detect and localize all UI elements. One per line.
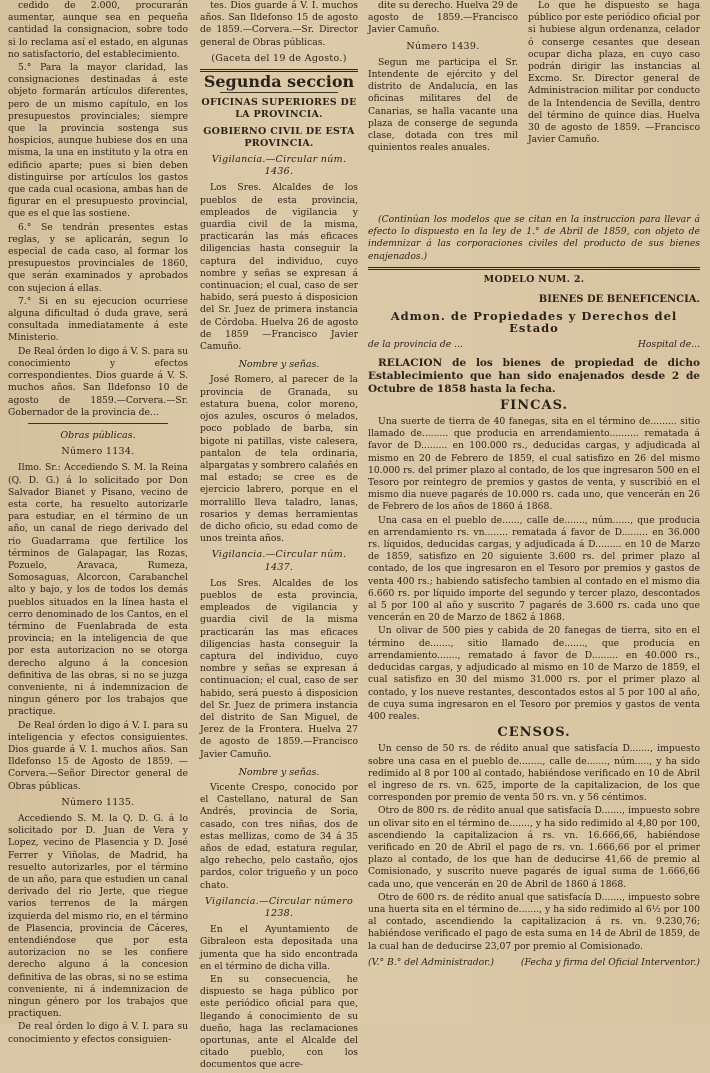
models-section — [368, 214, 700, 969]
number-heading: Número 1134. — [61, 446, 135, 458]
column-1 — [8, 0, 188, 1047]
relation-title: RELACION de los bienes de propiedad de dicho Establecimiento que han sido enajenados desde 2 de Octubre de 1858 hasta la fecha. — [368, 356, 700, 395]
circular-heading: Vigilancia.—Circular núm. 1437. — [211, 549, 347, 573]
paragraph: Segun me participa el Sr. Intendente de ejército y del distrito de Andalucía, en las oficinas militares del de Canarias, se halla vacante una plaza de conserge de segunda clase, dotada con tres mil quinientos reales anuales. — [368, 56, 518, 154]
paragraph: En su consecuencia, he dispuesto se haga público por este periódico oficial para que, llegando á conocimiento de su dueño, haga las reclamaciones oportunas, ante el Alcalde del citado pueblo, con los documentos que acre- — [200, 974, 358, 1071]
column-4 — [528, 0, 700, 147]
fincas-heading: FINCAS. — [499, 397, 569, 413]
signature-row — [368, 957, 700, 969]
offices-heading: OFICINAS SUPERIORES DE LA PROVINCIA. — [201, 97, 357, 121]
column-2 — [200, 0, 358, 1073]
model-number: MODELO NUM. 2. — [483, 273, 585, 285]
paragraph: De real órden lo digo á V. I. para su conocimiento y efectos consiguien- — [8, 1021, 188, 1045]
paragraph: Los Sres. Alcaldes de los pueblos de esta provincia, empleados de vigilancia y guardia civil de la misma practicarán las mas eficaces diligencias hasta conseguir la captura del individuo, cuyo nombre y señas se expresan á continuacion; el cual, caso de ser habido, será puesto á disposicion del Sr. Juez de primera instancia del distrito de San Miguel, de Jerez de la Frontera. Huelva 27 de agosto de 1859.—Francisco Javier Camuño. — [200, 577, 358, 760]
column-3 — [368, 0, 518, 155]
subheading: Nombre y señas. — [238, 359, 320, 371]
models-note: (Continúan los modelos que se citan en la instruccion para llevar á efecto lo dispuesto en la ley de 1.° de Abril de 1859, con objeto de indemnizar á las corporaciones civiles del producto de sus bienes enajenados.) — [368, 214, 700, 262]
finca-item: Una casa en el pueblo de......, calle de......., núm......, que producia en arrendamiento rs. vn........ rematada á favor de D......... en 36.000 rs. líquidos, deducidas cargas, y adjudicada á D......... en 10 de Marzo de 1859, satisfizo en 20 siguiente 3.600 rs. del primer plazo al contado, de los que ingresaron en el Tesoro por premios y gastos de venta 400 rs.; habiendo satisfecho tambien al contado en el mismo dia 6.660 rs. por líquido importe del segundo y tercer plazo, descontados al 5 por 100 al año y suscrito 7 pagarés de 3.600 rs. cada uno que vencerán en 20 de Marzo de 1862 á 1868. — [368, 514, 700, 624]
paragraph: Los Sres. Alcaldes de los pueblos de esta provincia, empleados de vigilancia y guardia civil de la misma, practicarán las más eficaces diligencias hasta conseguir la captura del individuo, cuyo nombre y señas se expresan á continuacion; el cual, caso de ser habido, será puesto á disposicion del Sr. Juez de primera instancia de Córdoba. Huelva 26 de agosto de 1859 —Francisco Javier Camuño. — [200, 182, 358, 353]
paragraph: Lo que he dispuesto se haga público por este periódico oficial por si hubiese algun ordenanza, celador ó conserge cesantes que desean ocupar dicha plaza, en cuyo caso podrán dirigir las instancias al Excmo. Sr. Director general de Administracion militar por conducto de la Intendencia de Sevilla, dentro del término de quince dias. Huelva 30 de agosto de 1859. —Francisco Javier Camuño. — [528, 0, 700, 146]
paragraph: En el Ayuntamiento de Gibraleon esta depositada una jumenta que ha sido encontrada en el término de dicha villa. — [200, 924, 358, 972]
paragraph: José Romero, al parecer de la provincia de Granada, su estatura buena, color moreno, ojos azules, oscuros ó melados, poco poblado de barba, sin bigote ni patillas, viste calesera, pantalon de tela ordinaria, alpargatas y sombrero calañés en mal estado; se cree es de ejercicio labrero, porque en el morralillo lleva taladro, lanas, rosarios y demas herramientas de dicho oficio, su edad como de unos treinta años. — [200, 374, 358, 545]
interventor-signature: (Fecha y firma del Oficial Interventor.) — [520, 956, 700, 968]
government-heading: GOBIERNO CIVIL DE ESTA PROVINCIA. — [203, 125, 355, 149]
paragraph: Ilmo. Sr.: Accediendo S. M. la Reina (Q. D. G.) á lo solicitado por Don Salvador Bianet y Pisano, vecino de esta corte, ha resuelto autorizarle para estudiar, en el término de un año, un canal de riego derivado del rio Guadarrama que fertilice los términos de Galapagar, las Rozas, Pozuelo, Aravaca, Rumeza, Somosaguas, Alcorcon, Carabanchel alto y bajo, y los de todos los demás pueblos situados en la línea hasta el cerro denominado de los Cantos, en el término de Fuenlabrada de esta provincia; en la inteligencia de que por esta autorizacion no se otorga derecho alguno á la concesion definitiva de las obras, si no se juzga conveniente, ni á indemnizacion de ningun género por los trabajos que practique. — [8, 462, 188, 718]
province-label: de la provincia de ... — [368, 338, 463, 350]
censos-heading: CENSOS. — [497, 725, 571, 741]
administration-heading: Admon. de Propiedades y Derechos del Estado — [390, 309, 678, 336]
paragraph: 6.° Se tendrán presentes estas reglas, y se aplicarán, segun lo especial de cada caso, al formar los presupuestos provinciales de 1860, que serán examinados y aprobados con sujecion á ellas. — [8, 221, 188, 294]
section-title: Segunda seccion — [203, 72, 355, 92]
paragraph: De Real órden lo digo á V. S. para su conocimiento y efectos correspondientes. Dios guarde á V. S. muchos años. San Ildefonso 10 de agosto de 1859.—Corvera.—Sr. Gobernador de la provincia de... — [8, 345, 188, 418]
paragraph: Accediendo S. M. la Q. D. G. á lo solicitado por D. Juan de Vera y Lopez, vecino de Plasencia y D. José Ferrer y Viñolas, de Madrid, ha resuelto autorizarles, por el término de un año, para que estudien un canal derivado del rio Jerte, que riegue varios terrenos de la márgen izquierda del mismo rio, en el término de Plasencia, provincia de Cáceres, entendiéndose que por esta autorizacion no se les confiere derecho alguno á la concesion definitiva de las obras, si no se estima conveniente, ni á indemnizacion de ningun género por los trabajos que practiquen. — [8, 813, 188, 1020]
hospital-label: Hospital de... — [637, 338, 700, 350]
circular-heading: Vigilancia.—Circular núm. 1436. — [211, 154, 347, 178]
beneficence-heading: BIENES DE BENEFICENCIA. — [538, 294, 700, 306]
paragraph: dite su derecho. Huelva 29 de agosto de 1859.—Francisco Javier Camuño. — [368, 0, 518, 36]
administrator-approval: (V.° B.° del Administrador.) — [368, 956, 495, 968]
paragraph: cedido de 2.000, procurarán aumentar, aunque sea en pequeña cantidad la consignacion, sobre todo si lo reclama así el estado, en algunas no satisfactorio, del establecimiento. — [8, 0, 188, 60]
section-heading: Obras públicas. — [60, 429, 136, 441]
finca-item: Un olivar de 500 pies y cabida de 20 fanegas de tierra, sito en el término de......., sitio llamado de......., que producia en arrendamiento......., rematado á favor de D......... en 40.000 rs., deducidas cargas, y adjudicado al mismo en 10 de Marzo de 1859, el cual satisfizo en 30 del mismo 31.000 rs. por el primer plazo al contado, y los nueve restantes, descontados estos al 5 por 100 al año, de cuya suma ingresaron en el Tesoro por premios y gastos de venta 400 reales. — [368, 625, 700, 722]
gaceta-reference: (Gaceta del 19 de Agosto.) — [211, 52, 347, 64]
censo-item: Un censo de 50 rs. de rédito anual que satisfacía D......., impuesto sobre una casa en el pueblo de........, calle de......., núm....., y ha sido redimido al 8 por 100 al contado, habiéndose verificado en 10 de Abril el ingreso de rs. vn. 625, importe de la capitalizacion, de los que corresponden por premio de venta 50 rs. vn. y 56 céntimos. — [368, 743, 700, 804]
circular-heading: Vigilancia.—Circular número 1238. — [205, 895, 353, 920]
paragraph: Vicente Crespo, conocido por el Castellano, natural de San Andrés, provincia de Soria, casado, con tres niñas, dos de estas mellizas, como de 34 á 35 años de edad, estatura regular, algo rehecho, pelo castaño, ojos pardos, color trigueño y un poco chato. — [200, 781, 358, 891]
divider — [28, 423, 168, 424]
paragraph: 7.° Si en su ejecucion ocurriese alguna dificultad ó duda grave, será consultada inmediatamente á este Ministerio. — [8, 295, 188, 344]
censo-item: Otro de 600 rs. de rédito anual que satisfacía D......., impuesto sobre una huerta sita en el término de......., y ha sido redimido al 6½ por 100 al contado, ascendiendo la capitalizacion á rs. vn. 9.230,76; habiéndose verificado el pago de esta suma en 14 de Abril de 1859, de la cual han de deducirse 23,07 por premio al Comisionado. — [368, 891, 700, 952]
finca-item: Una suerte de tierra de 40 fanegas, sita en el término de......... sitio llamado de......... que producia en arrendamiento.......... rematada á favor de D......... en 100.000 rs., deducidas cargas, y adjudicada al mismo en 20 de Febrero de 1859, el cual satisfizo en 26 del mismo 10.000 rs. del primer plazo al contado, de los que ingresaron 500 en el Tesoro por reintegro de premios y gastos de venta, y suscribió en el mismo dia nueve pagarés de 10.000 rs. cada uno, que vencerán en 26 de Febrero de los años de 1860 á 1868. — [368, 416, 700, 513]
divider — [220, 92, 338, 93]
paragraph: De Real órden lo digo á V. I. para su inteligencia y efectos consiguientes. Dios guarde á V. I. muchos años. San Ildefonso 15 de Agosto de 1859. —Corvera.—Señor Director general de Obras públicas. — [8, 719, 188, 792]
censo-item: Otro de 800 rs. de rédito anual que satisfacía D......., impuesto sobre un olivar sito en el término de......., y ha sido redimido al 4,80 por 100, ascendiendo la capitalizacion á rs. vn. 16.666,66, habiéndose verificado en 20 de Abril el pago de rs. vn. 1.666,66 por el primer plazo al contado, de los que han de deducirse 41,66 de premio al Comisionado, y suscrito nueve pagarés de igual suma de 1.666,66 cada uno, que vencerán en 20 de Abril de 1860 á 1868. — [368, 805, 700, 890]
paragraph: tes. Dios guarde á V. I. muchos años. San Ildefonso 15 de agosto de 1859.—Corvera.—Sr. Director general de Obras públicas. — [200, 0, 358, 48]
province-hospital-row — [368, 339, 700, 351]
paragraph: 5.° Para la mayor claridad, las consignaciones destinadas á este objeto formarán artículos diferentes, pero de un mismo capítulo, en los presupuestos provinciales; siempre que la provincia sostenga sus hospicios, aunque hubiese dos en una misma, la una en instituto y la otra en edificio aparte; pues si bien deben distinguirse por artículos los gastos que cada cual ocasiona, ambas han de figurar en el presupuesto provincial, que es el que las sostiene. — [8, 62, 188, 220]
number-heading: Número 1439. — [406, 40, 480, 52]
number-heading: Número 1135. — [61, 796, 135, 808]
subheading: Nombre y señas. — [238, 766, 320, 778]
divider — [368, 267, 700, 270]
